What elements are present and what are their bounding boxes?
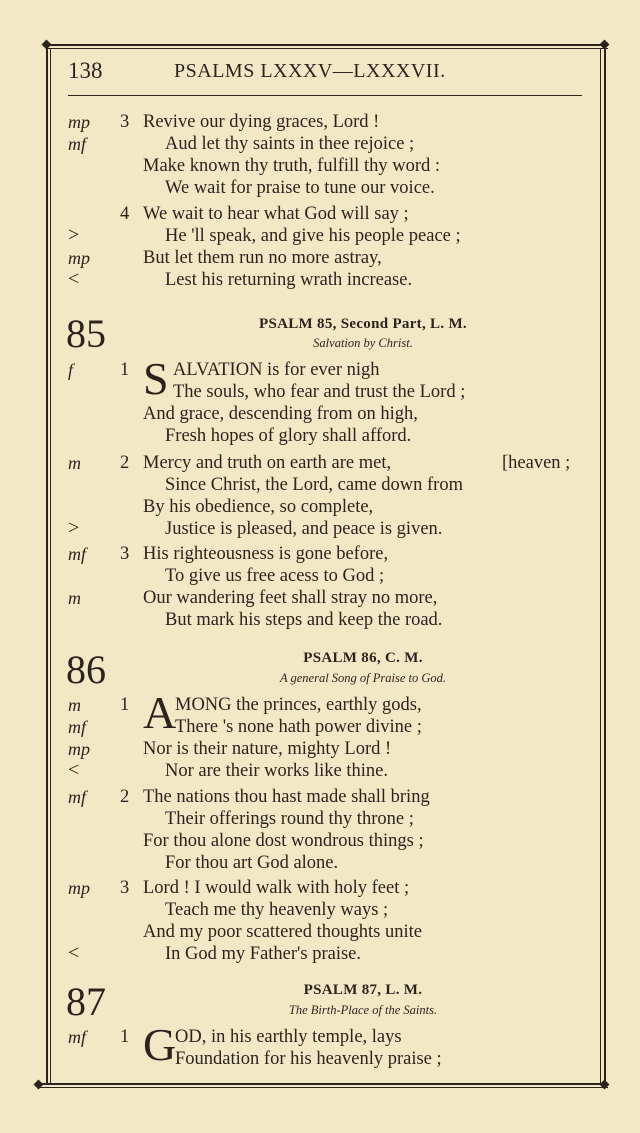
dynamic-mark: mp [68, 739, 90, 759]
verse-line [0, 519, 640, 543]
dynamic-mark: mf [68, 544, 86, 564]
verse-text: Nor are their works like thine. [165, 761, 388, 781]
verse-number: 3 [120, 544, 130, 564]
running-title: PSALMS LXXXV—LXXXVII. [174, 60, 446, 82]
dynamic-mark: m [68, 588, 81, 608]
verse-line [0, 787, 640, 811]
verse-text: To give us free acess to God ; [165, 566, 385, 586]
verse-line [0, 900, 640, 924]
verse-line [0, 1027, 640, 1051]
verse-line [0, 739, 640, 763]
verse-text: Their offerings round thy throne ; [165, 809, 414, 829]
verse-text: Lest his returning wrath increase. [165, 270, 413, 290]
verse-text: There 's none hath power divine ; [175, 717, 422, 737]
verse-line [0, 761, 640, 785]
dynamic-mark: < [68, 759, 80, 781]
verse-text: His righteousness is gone before, [143, 544, 389, 564]
verse-line [0, 922, 640, 946]
verse-line [0, 878, 640, 902]
verse-line [0, 382, 640, 406]
verse-overflow-word: [heaven ; [502, 453, 571, 473]
verse-number: 2 [120, 787, 130, 807]
drop-cap: G [143, 1019, 177, 1070]
verse-text: Make known thy truth, fulfill thy word : [143, 156, 440, 176]
verse-line [0, 248, 640, 272]
verse-text: Mercy and truth on earth are met, [143, 453, 392, 473]
verse-text: By his obedience, so complete, [143, 497, 374, 517]
verse-text: Aud let thy saints in thee rejoice ; [165, 134, 415, 154]
dynamic-mark: mp [68, 112, 90, 132]
verse-text: Foundation for his heavenly praise ; [175, 1049, 442, 1069]
verse-text: Justice is pleased, and peace is given. [165, 519, 443, 539]
psalm-title: PSALM 87, L. M. [303, 982, 423, 998]
dynamic-mark: m [68, 453, 81, 473]
verse-line [0, 226, 640, 250]
verse-line [0, 610, 640, 634]
verse-line [0, 853, 640, 877]
dynamic-mark: > [68, 517, 80, 539]
dynamic-mark: m [68, 695, 81, 715]
verse-text: The nations thou hast made shall bring [143, 787, 430, 807]
verse-line [0, 831, 640, 855]
verse-line [0, 1049, 640, 1073]
drop-cap: S [143, 353, 169, 404]
border-bottom [38, 1083, 608, 1085]
border-bottom-inner [38, 1087, 608, 1088]
drop-cap: A [143, 687, 177, 738]
verse-line [0, 475, 640, 499]
verse-line [0, 453, 640, 477]
dynamic-mark: < [68, 268, 80, 290]
verse-line [0, 134, 640, 158]
psalm-title: PSALM 86, C. M. [303, 650, 423, 666]
verse-text: Teach me thy heavenly ways ; [165, 900, 389, 920]
verse-line [0, 204, 640, 228]
verse-line [0, 944, 640, 968]
verse-line [0, 426, 640, 450]
psalm-number: 86 [66, 647, 106, 692]
verse-text: OD, in his earthly temple, lays [175, 1027, 402, 1047]
dynamic-mark: mf [68, 134, 86, 154]
verse-text: We wait for praise to tune our voice. [165, 178, 435, 198]
verse-line [0, 178, 640, 202]
border-top [46, 44, 608, 46]
verse-number: 1 [120, 695, 130, 715]
page-header [68, 58, 582, 90]
verse-text: Fresh hopes of glory shall afford. [165, 426, 412, 446]
verse-line [0, 695, 640, 719]
verse-text: ALVATION is for ever nigh [173, 360, 380, 380]
verse-text: In God my Father's praise. [165, 944, 362, 964]
verse-text: MONG the princes, earthly gods, [175, 695, 422, 715]
verse-line [0, 566, 640, 590]
header-rule [68, 95, 582, 96]
verse-text: For thou art God alone. [165, 853, 339, 873]
verse-text: Nor is their nature, mighty Lord ! [143, 739, 392, 759]
verse-text: And my poor scattered thoughts unite [143, 922, 422, 942]
border-top-inner [46, 48, 608, 49]
psalm-subtitle: Salvation by Christ. [313, 336, 413, 350]
verse-text: He 'll speak, and give his people peace ; [165, 226, 461, 246]
verse-text: For thou alone dost wondrous things ; [143, 831, 424, 851]
verse-line [0, 588, 640, 612]
psalm-number: 87 [66, 979, 106, 1024]
verse-line [0, 717, 640, 741]
dynamic-mark: mp [68, 248, 90, 268]
verse-line [0, 404, 640, 428]
verse-text: But let them run no more astray, [143, 248, 382, 268]
dynamic-mark: mf [68, 717, 86, 737]
psalm-title: PSALM 85, Second Part, L. M. [259, 316, 467, 332]
verse-number: 1 [120, 1027, 130, 1047]
verse-number: 2 [120, 453, 130, 473]
dynamic-mark: mf [68, 787, 86, 807]
psalm-subtitle: A general Song of Praise to God. [279, 671, 447, 685]
dynamic-mark: > [68, 224, 80, 246]
verse-line [0, 544, 640, 568]
page-number: 138 [68, 58, 103, 83]
verse-number: 1 [120, 360, 130, 380]
verse-number: 3 [120, 878, 130, 898]
dynamic-mark: < [68, 942, 80, 964]
verse-line [0, 112, 640, 136]
verse-text: Since Christ, the Lord, came down from [165, 475, 463, 495]
verse-number: 3 [120, 112, 130, 132]
dynamic-mark: mf [68, 1027, 86, 1047]
psalm-number: 85 [66, 311, 106, 356]
verse-text: The souls, who fear and trust the Lord ; [173, 382, 466, 402]
verse-text: Revive our dying graces, Lord ! [143, 112, 380, 132]
dynamic-mark: f [68, 360, 74, 380]
verse-text: And grace, descending from on high, [143, 404, 418, 424]
dynamic-mark: mp [68, 878, 90, 898]
verse-line [0, 497, 640, 521]
verse-line [0, 270, 640, 294]
verse-line [0, 360, 640, 384]
verse-line [0, 809, 640, 833]
verse-text: Our wandering feet shall stray no more, [143, 588, 438, 608]
verse-text: But mark his steps and keep the road. [165, 610, 443, 630]
psalm-subtitle: The Birth-Place of the Saints. [288, 1003, 438, 1017]
verse-text: Lord ! I would walk with holy feet ; [143, 878, 410, 898]
verse-line [0, 156, 640, 180]
verse-number: 4 [120, 204, 130, 224]
verse-text: We wait to hear what God will say ; [143, 204, 409, 224]
